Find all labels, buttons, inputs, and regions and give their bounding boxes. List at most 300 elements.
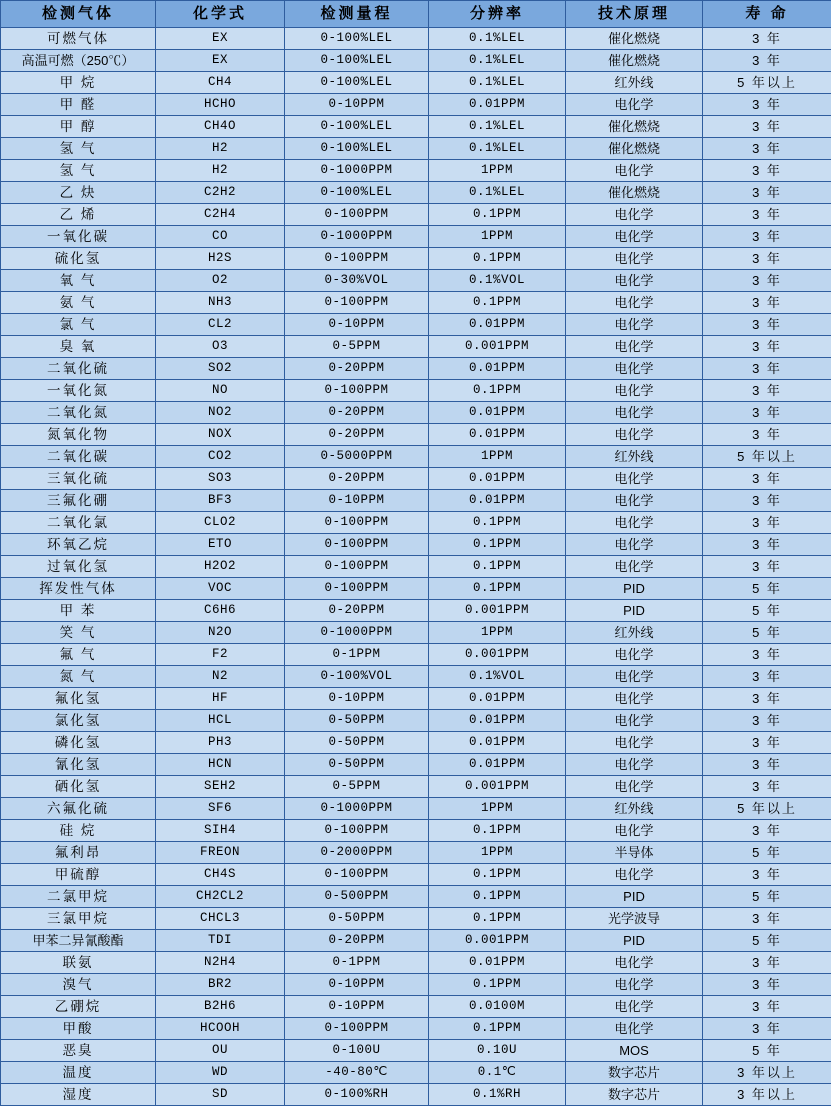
cell-principle: 红外线	[566, 446, 703, 468]
cell-resolution: 0.01PPM	[429, 424, 566, 446]
cell-range: -40-80℃	[285, 1062, 429, 1084]
cell-lifetime: 3 年以上	[703, 1062, 831, 1084]
table-row	[1, 204, 831, 226]
cell-formula: SD	[156, 1084, 285, 1106]
column-header-principle: 技术原理	[566, 1, 703, 28]
table-row	[1, 292, 831, 314]
cell-lifetime: 3 年	[703, 468, 831, 490]
cell-lifetime: 3 年	[703, 292, 831, 314]
cell-principle: 电化学	[566, 226, 703, 248]
cell-formula: B2H6	[156, 996, 285, 1018]
cell-gas-name: 乙 炔	[1, 182, 156, 204]
column-header-range: 检测量程	[285, 1, 429, 28]
cell-resolution: 0.1PPM	[429, 974, 566, 996]
table-row	[1, 182, 831, 204]
cell-range: 0-20PPM	[285, 358, 429, 380]
cell-gas-name: 氟利昂	[1, 842, 156, 864]
cell-range: 0-100%LEL	[285, 116, 429, 138]
table-row	[1, 28, 831, 50]
cell-lifetime: 3 年	[703, 314, 831, 336]
table-row	[1, 578, 831, 600]
cell-resolution: 0.001PPM	[429, 336, 566, 358]
cell-lifetime: 3 年	[703, 94, 831, 116]
cell-lifetime: 5 年	[703, 886, 831, 908]
cell-range: 0-50PPM	[285, 732, 429, 754]
cell-range: 0-100%LEL	[285, 72, 429, 94]
table-row	[1, 1040, 831, 1062]
table-body	[1, 28, 831, 1106]
cell-principle: 电化学	[566, 380, 703, 402]
cell-range: 0-500PPM	[285, 886, 429, 908]
table-row	[1, 732, 831, 754]
cell-formula: SO2	[156, 358, 285, 380]
cell-gas-name: 二氧化硫	[1, 358, 156, 380]
cell-formula: SIH4	[156, 820, 285, 842]
cell-gas-name: 乙 烯	[1, 204, 156, 226]
cell-resolution: 1PPM	[429, 446, 566, 468]
cell-formula: H2O2	[156, 556, 285, 578]
cell-formula: SEH2	[156, 776, 285, 798]
cell-formula: WD	[156, 1062, 285, 1084]
cell-resolution: 0.1%LEL	[429, 138, 566, 160]
table-header-row	[1, 1, 831, 28]
cell-gas-name: 氧 气	[1, 270, 156, 292]
cell-resolution: 0.01PPM	[429, 468, 566, 490]
cell-lifetime: 5 年以上	[703, 446, 831, 468]
cell-gas-name: 湿度	[1, 1084, 156, 1106]
cell-lifetime: 3 年	[703, 116, 831, 138]
cell-gas-name: 氮氧化物	[1, 424, 156, 446]
cell-lifetime: 3 年	[703, 974, 831, 996]
cell-resolution: 0.1℃	[429, 1062, 566, 1084]
cell-principle: 电化学	[566, 314, 703, 336]
cell-gas-name: 甲 烷	[1, 72, 156, 94]
column-header-resolution: 分辨率	[429, 1, 566, 28]
cell-resolution: 0.1PPM	[429, 534, 566, 556]
cell-principle: 电化学	[566, 666, 703, 688]
cell-principle: 电化学	[566, 402, 703, 424]
cell-principle: PID	[566, 600, 703, 622]
table-row	[1, 930, 831, 952]
cell-range: 0-100%LEL	[285, 28, 429, 50]
table-row	[1, 600, 831, 622]
table-row	[1, 864, 831, 886]
cell-lifetime: 3 年	[703, 732, 831, 754]
cell-gas-name: 二氧化碳	[1, 446, 156, 468]
table-row	[1, 776, 831, 798]
table-row	[1, 842, 831, 864]
cell-principle: 催化燃烧	[566, 116, 703, 138]
cell-resolution: 1PPM	[429, 160, 566, 182]
cell-formula: H2	[156, 138, 285, 160]
cell-formula: HCN	[156, 754, 285, 776]
cell-formula: N2	[156, 666, 285, 688]
cell-formula: SO3	[156, 468, 285, 490]
cell-resolution: 0.1PPM	[429, 820, 566, 842]
cell-principle: 电化学	[566, 1018, 703, 1040]
table-row	[1, 402, 831, 424]
cell-range: 0-100PPM	[285, 820, 429, 842]
cell-range: 0-10PPM	[285, 974, 429, 996]
cell-formula: NOX	[156, 424, 285, 446]
table-row	[1, 490, 831, 512]
cell-resolution: 0.01PPM	[429, 314, 566, 336]
cell-lifetime: 3 年	[703, 358, 831, 380]
cell-lifetime: 3 年	[703, 688, 831, 710]
cell-principle: 电化学	[566, 358, 703, 380]
cell-formula: HCL	[156, 710, 285, 732]
cell-gas-name: 臭 氧	[1, 336, 156, 358]
cell-lifetime: 3 年	[703, 1018, 831, 1040]
cell-range: 0-100%RH	[285, 1084, 429, 1106]
cell-gas-name: 甲 醇	[1, 116, 156, 138]
cell-principle: 电化学	[566, 490, 703, 512]
cell-resolution: 0.01PPM	[429, 688, 566, 710]
cell-gas-name: 挥发性气体	[1, 578, 156, 600]
cell-principle: PID	[566, 886, 703, 908]
cell-gas-name: 乙硼烷	[1, 996, 156, 1018]
cell-range: 0-20PPM	[285, 468, 429, 490]
cell-range: 0-100PPM	[285, 534, 429, 556]
column-header-formula: 化学式	[156, 1, 285, 28]
cell-formula: HF	[156, 688, 285, 710]
cell-lifetime: 5 年	[703, 842, 831, 864]
cell-gas-name: 恶臭	[1, 1040, 156, 1062]
cell-resolution: 0.1PPM	[429, 908, 566, 930]
cell-principle: PID	[566, 578, 703, 600]
cell-principle: 光学波导	[566, 908, 703, 930]
cell-principle: 电化学	[566, 468, 703, 490]
cell-gas-name: 甲 苯	[1, 600, 156, 622]
cell-resolution: 1PPM	[429, 622, 566, 644]
cell-principle: 电化学	[566, 160, 703, 182]
table-row	[1, 688, 831, 710]
cell-resolution: 0.1PPM	[429, 380, 566, 402]
cell-gas-name: 氰化氢	[1, 754, 156, 776]
cell-gas-name: 硒化氢	[1, 776, 156, 798]
cell-range: 0-1000PPM	[285, 798, 429, 820]
cell-gas-name: 硫化氢	[1, 248, 156, 270]
cell-principle: 红外线	[566, 622, 703, 644]
cell-resolution: 0.1%LEL	[429, 50, 566, 72]
cell-gas-name: 甲硫醇	[1, 864, 156, 886]
cell-lifetime: 3 年	[703, 336, 831, 358]
cell-range: 0-100%LEL	[285, 182, 429, 204]
cell-range: 0-1000PPM	[285, 160, 429, 182]
table-row	[1, 380, 831, 402]
cell-formula: BF3	[156, 490, 285, 512]
cell-gas-name: 二氧化氮	[1, 402, 156, 424]
cell-principle: 催化燃烧	[566, 138, 703, 160]
table-row	[1, 468, 831, 490]
cell-range: 0-30%VOL	[285, 270, 429, 292]
cell-gas-name: 氢 气	[1, 160, 156, 182]
table-row	[1, 248, 831, 270]
cell-principle: 半导体	[566, 842, 703, 864]
column-header-lifetime: 寿 命	[703, 1, 831, 28]
cell-range: 0-10PPM	[285, 94, 429, 116]
cell-lifetime: 3 年	[703, 666, 831, 688]
table-row	[1, 556, 831, 578]
cell-range: 0-10PPM	[285, 314, 429, 336]
cell-lifetime: 3 年	[703, 908, 831, 930]
cell-principle: 电化学	[566, 248, 703, 270]
cell-resolution: 0.01PPM	[429, 754, 566, 776]
cell-formula: EX	[156, 28, 285, 50]
cell-principle: 红外线	[566, 798, 703, 820]
cell-resolution: 0.1PPM	[429, 292, 566, 314]
cell-gas-name: 三氯甲烷	[1, 908, 156, 930]
cell-lifetime: 3 年以上	[703, 1084, 831, 1106]
cell-range: 0-1000PPM	[285, 622, 429, 644]
cell-formula: FREON	[156, 842, 285, 864]
cell-resolution: 0.1PPM	[429, 248, 566, 270]
cell-gas-name: 氨 气	[1, 292, 156, 314]
cell-formula: CH4	[156, 72, 285, 94]
cell-lifetime: 5 年以上	[703, 798, 831, 820]
cell-resolution: 0.1PPM	[429, 578, 566, 600]
cell-principle: 催化燃烧	[566, 28, 703, 50]
cell-principle: 电化学	[566, 644, 703, 666]
cell-formula: BR2	[156, 974, 285, 996]
cell-range: 0-100%VOL	[285, 666, 429, 688]
table-row	[1, 886, 831, 908]
cell-range: 0-100U	[285, 1040, 429, 1062]
cell-resolution: 0.01PPM	[429, 732, 566, 754]
cell-lifetime: 3 年	[703, 226, 831, 248]
cell-principle: 电化学	[566, 534, 703, 556]
cell-range: 0-50PPM	[285, 908, 429, 930]
cell-formula: VOC	[156, 578, 285, 600]
cell-range: 0-100PPM	[285, 380, 429, 402]
cell-lifetime: 3 年	[703, 204, 831, 226]
cell-formula: ETO	[156, 534, 285, 556]
cell-lifetime: 3 年	[703, 644, 831, 666]
cell-resolution: 0.001PPM	[429, 776, 566, 798]
cell-gas-name: 氮 气	[1, 666, 156, 688]
cell-resolution: 0.001PPM	[429, 600, 566, 622]
cell-resolution: 0.01PPM	[429, 490, 566, 512]
cell-lifetime: 3 年	[703, 270, 831, 292]
table-row	[1, 666, 831, 688]
cell-gas-name: 温度	[1, 1062, 156, 1084]
cell-gas-name: 环氧乙烷	[1, 534, 156, 556]
cell-formula: C2H4	[156, 204, 285, 226]
cell-principle: 电化学	[566, 270, 703, 292]
cell-principle: MOS	[566, 1040, 703, 1062]
cell-formula: C6H6	[156, 600, 285, 622]
cell-resolution: 0.1%RH	[429, 1084, 566, 1106]
cell-lifetime: 5 年以上	[703, 72, 831, 94]
cell-lifetime: 3 年	[703, 50, 831, 72]
cell-gas-name: 一氧化碳	[1, 226, 156, 248]
table-row	[1, 72, 831, 94]
table-row	[1, 94, 831, 116]
cell-lifetime: 3 年	[703, 424, 831, 446]
cell-range: 0-5PPM	[285, 336, 429, 358]
cell-range: 0-20PPM	[285, 930, 429, 952]
cell-gas-name: 可燃气体	[1, 28, 156, 50]
cell-range: 0-1000PPM	[285, 226, 429, 248]
cell-principle: 电化学	[566, 996, 703, 1018]
cell-formula: SF6	[156, 798, 285, 820]
table-row	[1, 50, 831, 72]
cell-principle: 电化学	[566, 94, 703, 116]
cell-resolution: 0.001PPM	[429, 930, 566, 952]
cell-gas-name: 甲 醛	[1, 94, 156, 116]
cell-principle: 电化学	[566, 776, 703, 798]
cell-range: 0-10PPM	[285, 996, 429, 1018]
table-row	[1, 974, 831, 996]
table-row	[1, 754, 831, 776]
cell-formula: H2	[156, 160, 285, 182]
table-row	[1, 644, 831, 666]
cell-lifetime: 3 年	[703, 182, 831, 204]
cell-resolution: 0.1%VOL	[429, 270, 566, 292]
cell-lifetime: 3 年	[703, 248, 831, 270]
cell-gas-name: 笑 气	[1, 622, 156, 644]
cell-formula: CL2	[156, 314, 285, 336]
cell-gas-name: 氟 气	[1, 644, 156, 666]
cell-formula: CLO2	[156, 512, 285, 534]
cell-resolution: 0.1%LEL	[429, 28, 566, 50]
cell-lifetime: 3 年	[703, 556, 831, 578]
cell-lifetime: 3 年	[703, 160, 831, 182]
cell-gas-name: 二氯甲烷	[1, 886, 156, 908]
cell-formula: CO2	[156, 446, 285, 468]
cell-formula: CHCL3	[156, 908, 285, 930]
table-row	[1, 952, 831, 974]
cell-resolution: 1PPM	[429, 226, 566, 248]
cell-range: 0-100PPM	[285, 512, 429, 534]
cell-formula: N2O	[156, 622, 285, 644]
cell-range: 0-100%LEL	[285, 50, 429, 72]
cell-resolution: 1PPM	[429, 798, 566, 820]
table-row	[1, 1062, 831, 1084]
cell-lifetime: 3 年	[703, 776, 831, 798]
cell-principle: 电化学	[566, 512, 703, 534]
cell-range: 0-50PPM	[285, 754, 429, 776]
cell-formula: CO	[156, 226, 285, 248]
cell-principle: 电化学	[566, 688, 703, 710]
cell-gas-name: 氯化氢	[1, 710, 156, 732]
cell-resolution: 0.01PPM	[429, 402, 566, 424]
cell-range: 0-100PPM	[285, 248, 429, 270]
cell-resolution: 0.1%LEL	[429, 182, 566, 204]
cell-principle: 电化学	[566, 710, 703, 732]
cell-gas-name: 六氟化硫	[1, 798, 156, 820]
cell-gas-name: 甲苯二异氰酸酯	[1, 930, 156, 952]
cell-gas-name: 硅 烷	[1, 820, 156, 842]
cell-gas-name: 三氟化硼	[1, 490, 156, 512]
table-row	[1, 116, 831, 138]
cell-gas-name: 氯 气	[1, 314, 156, 336]
cell-formula: NO2	[156, 402, 285, 424]
cell-range: 0-100%LEL	[285, 138, 429, 160]
cell-resolution: 0.1PPM	[429, 1018, 566, 1040]
cell-formula: HCOOH	[156, 1018, 285, 1040]
cell-formula: PH3	[156, 732, 285, 754]
cell-principle: 电化学	[566, 204, 703, 226]
cell-principle: 电化学	[566, 952, 703, 974]
cell-formula: NO	[156, 380, 285, 402]
table-row	[1, 1084, 831, 1106]
table-row	[1, 160, 831, 182]
cell-principle: 电化学	[566, 424, 703, 446]
cell-lifetime: 3 年	[703, 380, 831, 402]
cell-formula: NH3	[156, 292, 285, 314]
cell-range: 0-20PPM	[285, 424, 429, 446]
cell-principle: 数字芯片	[566, 1084, 703, 1106]
cell-lifetime: 5 年	[703, 930, 831, 952]
cell-formula: CH4S	[156, 864, 285, 886]
cell-principle: 数字芯片	[566, 1062, 703, 1084]
cell-resolution: 0.01PPM	[429, 94, 566, 116]
column-header-gas: 检测气体	[1, 1, 156, 28]
cell-gas-name: 一氧化氮	[1, 380, 156, 402]
cell-formula: H2S	[156, 248, 285, 270]
cell-range: 0-100PPM	[285, 578, 429, 600]
cell-principle: 电化学	[566, 336, 703, 358]
table-row	[1, 336, 831, 358]
cell-resolution: 0.1%VOL	[429, 666, 566, 688]
table-row	[1, 358, 831, 380]
cell-resolution: 0.1PPM	[429, 864, 566, 886]
table-row	[1, 446, 831, 468]
cell-principle: 电化学	[566, 754, 703, 776]
cell-principle: 催化燃烧	[566, 182, 703, 204]
table-row	[1, 226, 831, 248]
cell-gas-name: 高温可燃（250℃）	[1, 50, 156, 72]
cell-formula: HCHO	[156, 94, 285, 116]
cell-range: 0-20PPM	[285, 600, 429, 622]
cell-range: 0-2000PPM	[285, 842, 429, 864]
cell-resolution: 0.01PPM	[429, 358, 566, 380]
table-row	[1, 1018, 831, 1040]
table-row	[1, 314, 831, 336]
cell-resolution: 0.1PPM	[429, 556, 566, 578]
cell-lifetime: 3 年	[703, 996, 831, 1018]
cell-range: 0-100PPM	[285, 204, 429, 226]
table-row	[1, 270, 831, 292]
cell-lifetime: 3 年	[703, 512, 831, 534]
cell-lifetime: 5 年	[703, 578, 831, 600]
cell-resolution: 0.1PPM	[429, 886, 566, 908]
cell-lifetime: 3 年	[703, 754, 831, 776]
cell-principle: 电化学	[566, 556, 703, 578]
cell-lifetime: 3 年	[703, 534, 831, 556]
cell-resolution: 0.1PPM	[429, 512, 566, 534]
cell-lifetime: 3 年	[703, 952, 831, 974]
cell-gas-name: 过氧化氢	[1, 556, 156, 578]
cell-formula: OU	[156, 1040, 285, 1062]
table-row	[1, 798, 831, 820]
cell-formula: O2	[156, 270, 285, 292]
cell-range: 0-100PPM	[285, 556, 429, 578]
table-row	[1, 710, 831, 732]
cell-lifetime: 3 年	[703, 710, 831, 732]
cell-range: 0-5PPM	[285, 776, 429, 798]
cell-gas-name: 溴气	[1, 974, 156, 996]
cell-lifetime: 3 年	[703, 864, 831, 886]
cell-gas-name: 甲酸	[1, 1018, 156, 1040]
cell-principle: 电化学	[566, 864, 703, 886]
cell-resolution: 0.1PPM	[429, 204, 566, 226]
cell-formula: F2	[156, 644, 285, 666]
cell-lifetime: 5 年	[703, 600, 831, 622]
cell-formula: O3	[156, 336, 285, 358]
cell-range: 0-1PPM	[285, 952, 429, 974]
